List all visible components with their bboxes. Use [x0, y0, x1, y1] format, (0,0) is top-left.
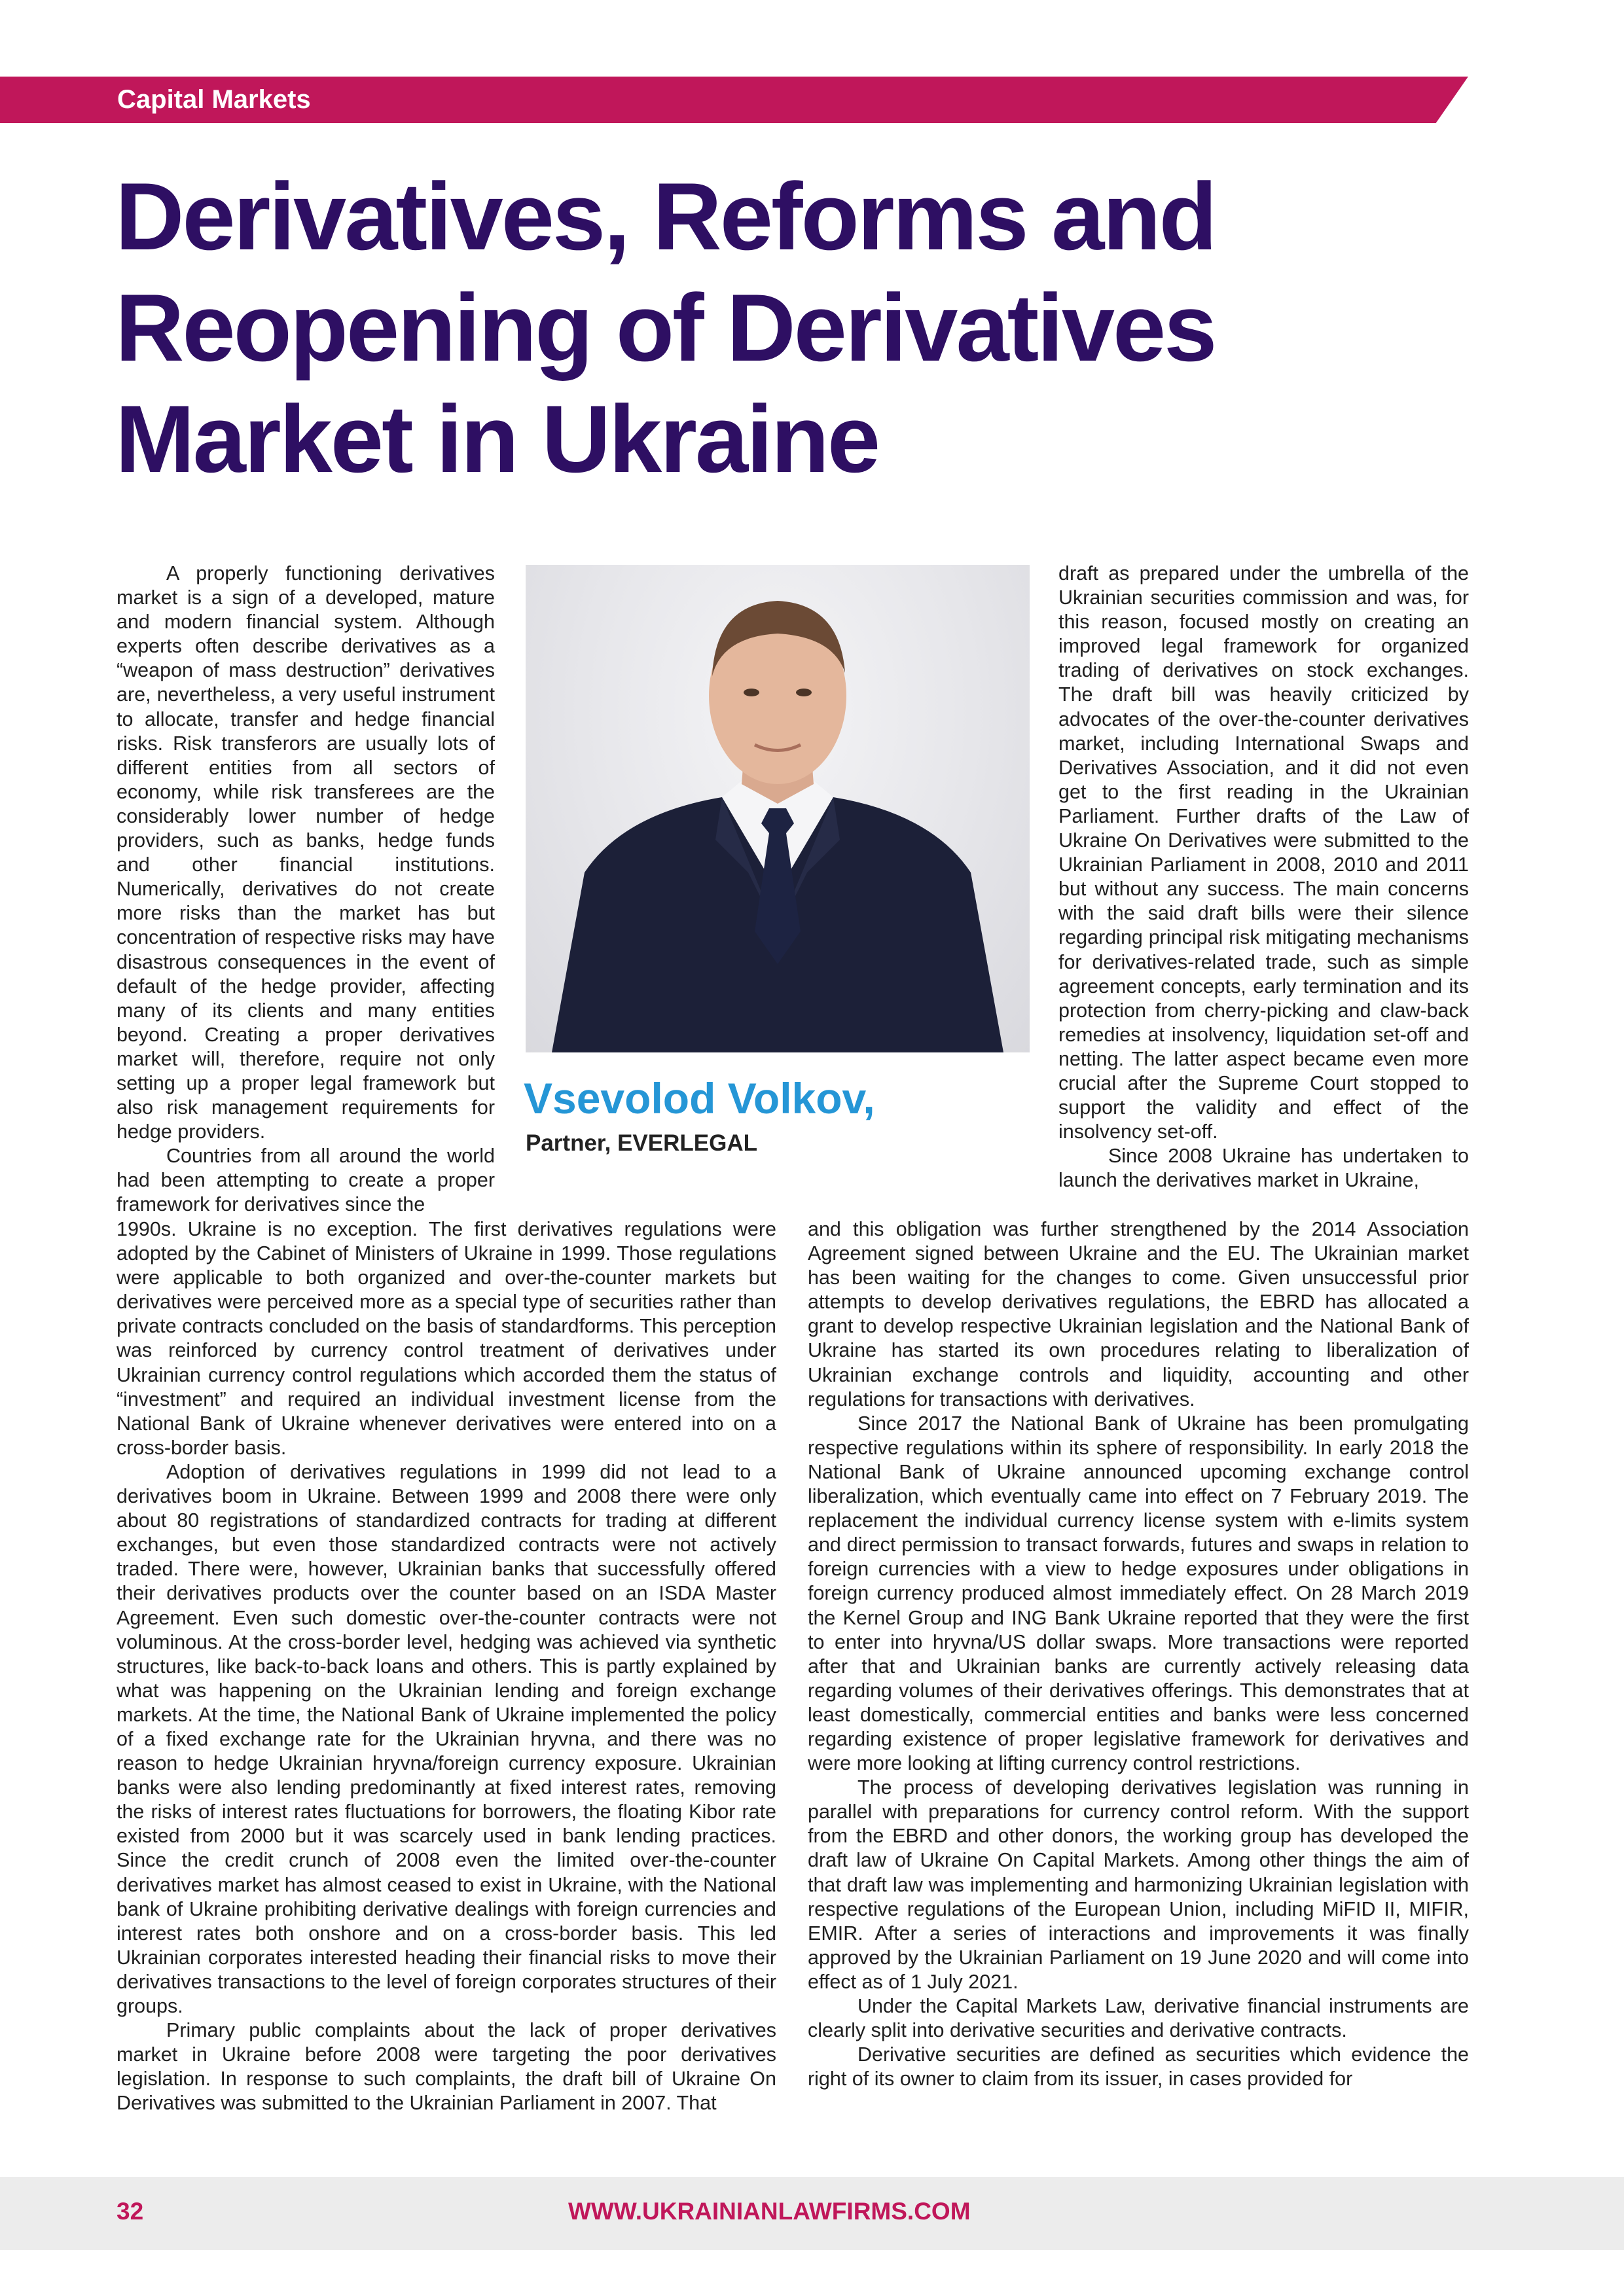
paragraph: Derivative securities are defined as securities which evidence the right of its owner to claim from its issuer, in cases provided for [808, 2043, 1469, 2090]
paragraph: 1990s. Ukraine is no exception. The first derivatives regulations were adopted by the Cabinet of Ministers of Ukraine in 1999. Those regulations were applicable to both organized and over-the-counter markets but derivatives were perceived more as a special type of securities rather than private contracts concluded on the basis of standardforms. This perception was reinforced by currency control treatment of derivatives under Ukrainian currency control regulations which accorded them the status of “investment” and required an individual investment license from the National Bank of Ukraine whenever derivatives were entered into on a cross-border basis. [117, 1218, 776, 1459]
page-number: 32 [117, 2198, 144, 2225]
article-column-right [808, 1217, 1469, 2160]
article-column-left-top [117, 562, 495, 1216]
author-name: Vsevolod Volkov, [524, 1074, 875, 1122]
title-line: Market in Ukraine [115, 386, 879, 492]
paragraph: and this obligation was further strengthened by the 2014 Association Agreement signed between Ukraine and the EU. The Ukrainian market has been waiting for the changes to come. Given unsuccessful prior attempts to develop derivatives regulations, the EBRD has allocated a grant to develop respective Ukrainian legislation and the National Bank of Ukraine has started its own procedures relating to liberalization of Ukrainian exchange controls and liquidity, accounting and other regulations for transactions with derivatives. [808, 1218, 1469, 1410]
paragraph: Countries from all around the world had been attempting to create a proper framework for derivatives since the [117, 1145, 495, 1216]
title-line: Derivatives, Reforms and [115, 163, 1216, 270]
paragraph: Adoption of derivatives regulations in 1999 did not lead to a derivatives boom in Ukraine. Between 1999 and 2008 there were only about 80 registrations of standardized contracts for trading at different exchanges, but even those standardized contracts were not actively traded. There were, however, Ukrainian banks that successfully offered their derivatives products over the counter based on an ISDA Master Agreement. Even such domestic over-the-counter contracts were not voluminous. At the cross-border level, hedging was achieved via synthetic structures, like back-to-back loans and others. This is partly explained by what was happening on the Ukrainian lending and foreign exchange markets. At the time, the National Bank of Ukraine implemented the policy of a fixed exchange rate for the Ukrainian hryvna, and there was no reason to hedge Ukrainian hryvna/foreign currency exposure. Ukrainian banks were also lending predominantly at fixed interest rates, removing the risks of interest rates fluctuations for borrowers, the floating Kibor rate existed from 2000 but it was scarcely used in bank lending practices. Since the credit crunch of 2008 even the limited over-the-counter derivatives market has almost ceased to exist in Ukraine, with the National bank of Ukraine prohibiting derivative dealings with foreign currencies and interest rates both onshore and on a cross-border basis. This led Ukrainian corporates interested heading their financial risks to move their derivatives transactions to the level of foreign corporates structures of their groups. [117, 1460, 776, 2017]
paragraph: Since 2017 the National Bank of Ukraine has been promulgating respective regulations within its sphere of responsibility. In early 2018 the National Bank of Ukraine announced upcoming exchange control liberalization, which eventually came into effect on 7 February 2019. The replacement the individual currency license system with e-limits system and direct permission to transact forwards, futures and swaps in relation to foreign currencies with a view to hedge exposures under obligations in foreign currency produced almost immediately effect. On 28 March 2019 the Kernel Group and ING Bank Ukraine reported that they were the first to enter into hryvna/US dollar swaps. More transactions were reported after that and Ukrainian banks are currently actively releasing data regarding volumes of their derivatives offerings. This demonstrates that at least domestically, commercial entities and banks were less concerned regarding existence of proper legislative framework for derivatives and were more looking at lifting currency control restrictions. [808, 1412, 1469, 1775]
paragraph: Under the Capital Markets Law, derivative financial instruments are clearly split into derivative securities and derivative contracts. [808, 1995, 1469, 2042]
paragraph: draft as prepared under the umbrella of the Ukrainian securities commission and was, for this reason, focused mostly on creating an improved legal framework for organized trading of derivatives on stock exchanges. The draft bill was heavily criticized by advocates of the over-the-counter derivatives market, including International Swaps and Derivatives Association, and it did not even get to the first reading in the Ukrainian Parliament. Further drafts of the Law of Ukraine On Derivatives were submitted to the Ukrainian Parliament in 2008, 2010 and 2011 but without any success. The main concerns with the said draft bills were their silence regarding principal risk mitigating mechanisms for derivatives-related trade, such as simple agreement concepts, early termination and its protection from cherry-picking and claw-back remedies at insolvency, liquidation set-off and netting. The latter aspect became even more crucial after the Supreme Court stopped to support the validity and effect of the insolvency set-off. [1058, 562, 1469, 1143]
paragraph: Primary public complaints about the lack of proper derivatives market in Ukraine before 2008 were targeting the poor derivatives legislation. In response to such complaints, the draft bill of Ukraine On Derivatives was submitted to the Ukrainian Parliament in 2007. That [117, 2019, 776, 2115]
author-photo [526, 565, 1030, 1052]
paragraph: The process of developing derivatives legislation was running in parallel with preparations for currency control reform. With the support from the EBRD and other donors, the working group has developed the draft law of Ukraine On Capital Markets. Among other things the aim of that draft law was implementing and harmonizing Ukrainian legislation with respective regulations of the European Union, including MiFID II, MIFIR, EMIR. After a series of interactions and improvements it was finally approved by the Ukrainian Parliament on 19 June 2020 and will come into effect as of 1 July 2021. [808, 1776, 1469, 1993]
paragraph: A properly functioning derivatives market is a sign of a developed, mature and modern financial system. Although experts often describe derivatives as a “weapon of mass destruction” derivatives are, nevertheless, a very useful instrument to allocate, transfer and hedge financial risks. Risk transferors are usually lots of different entities from all sectors of economy, while risk transferees are the considerably lower number of hedge providers, such as banks, hedge funds and other financial institutions. Numerically, derivatives do not create more risks than the market has but concentration of respective risks may have disastrous consequences in the event of default of the hedge provider, affecting many of its clients and many entities beyond. Creating a proper derivatives market will, therefore, require not only setting up a proper legal framework but also risk management requirements for hedge providers. [117, 562, 495, 1143]
author-role: Partner, EVERLEGAL [526, 1130, 757, 1156]
portrait-illustration [526, 565, 1030, 1052]
article-title [115, 161, 1392, 495]
title-line: Reopening of Derivatives [115, 274, 1216, 381]
section-label: Capital Markets [117, 85, 311, 114]
paragraph: Since 2008 Ukraine has undertaken to launch the derivatives market in Ukraine, [1058, 1145, 1469, 1192]
article-column-right-top [1058, 562, 1469, 1216]
website-link[interactable]: WWW.UKRAINIANLAWFIRMS.COM [568, 2198, 971, 2225]
article-column-left [117, 1217, 776, 2160]
